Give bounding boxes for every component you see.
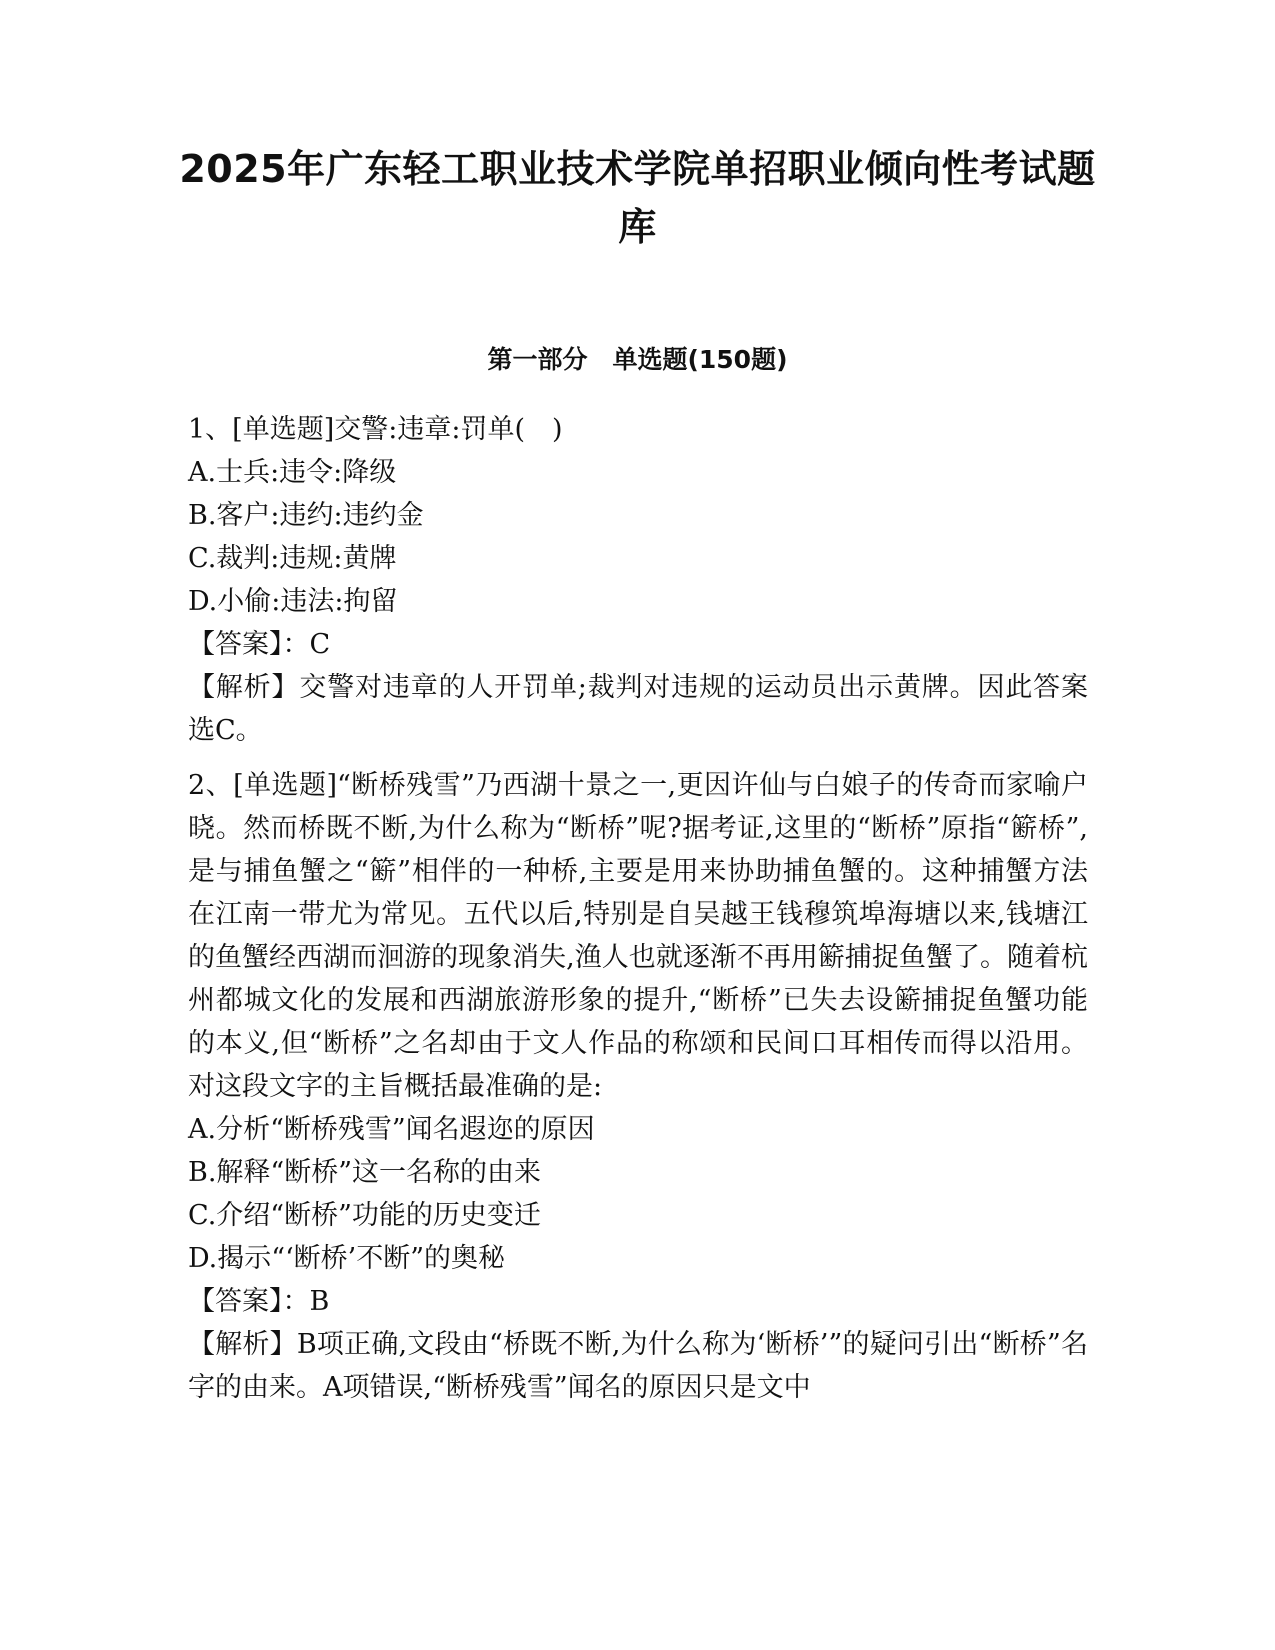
option-c: C.介绍“断桥”功能的历史变迁	[188, 1200, 541, 1231]
analysis	[188, 1323, 1088, 1409]
analysis-text: 交警对违章的人开罚单;裁判对违规的运动员出示黄牌。因此答案选C。	[188, 672, 1088, 746]
document-title-line-1: 2025年广东轻工职业技术学院单招职业倾向性考试题	[179, 147, 1096, 191]
analysis	[188, 666, 1088, 752]
option-b: B.客户:违约:违约金	[188, 500, 424, 531]
option-c: C.裁判:违规:黄牌	[188, 543, 397, 574]
answer-value: ：C	[282, 629, 331, 660]
option-b: B.解释“断桥”这一名称的由来	[188, 1157, 542, 1188]
analysis-text: B项正确,文段由“桥既不断,为什么称为‘断桥’”的疑问引出“断桥”名字的由来。A项错误,“断桥残雪”闻名的原因只是文中	[188, 1329, 1089, 1403]
question-1	[188, 408, 1088, 752]
question-list	[188, 408, 1088, 1409]
answer-label: 【答案】	[188, 629, 283, 660]
answer-value: ：B	[282, 1286, 330, 1317]
option-a: A.士兵:违令:降级	[188, 457, 397, 488]
answer-label: 【答案】	[188, 1286, 283, 1317]
answer-line	[188, 1280, 1088, 1323]
option-d: D.小偷:违法:拘留	[188, 586, 398, 617]
document-title	[150, 140, 1125, 256]
analysis-label: 【解析】	[188, 1329, 297, 1360]
question-2	[188, 764, 1088, 1409]
answer-line	[188, 623, 1088, 666]
section-title: 第一部分 单选题(150题)	[487, 345, 788, 374]
option-d: D.揭示“‘断桥’不断”的奥秘	[188, 1243, 506, 1274]
analysis-label: 【解析】	[188, 672, 300, 703]
question-stem: 1、[单选题]交警:违章:罚单( )	[188, 414, 563, 445]
question-stem: 2、[单选题]“断桥残雪”乃西湖十景之一,更因许仙与白娘子的传奇而家喻户晓。然而桥既不断,为什么称为“断桥”呢?据考证,这里的“断桥”原指“簖桥”,是与捕鱼蟹之“簖”相伴的一种桥,主要是用来协助捕鱼蟹的。这种捕蟹方法在江南一带尤为常见。五代以后,特别是自吴越王钱穆筑埠海塘以来,钱塘江的鱼蟹经西湖而洄游的现象消失,渔人也就逐渐不再用簖捕捉鱼蟹了。随着杭州都城文化的发展和西湖旅游形象的提升,“断桥”已失去设簖捕捉鱼蟹功能的本义,但“断桥”之名却由于文人作品的称颂和民间口耳相传而得以沿用。对这段文字的主旨概括最准确的是:	[188, 770, 1088, 1102]
document-title-line-2: 库	[618, 205, 657, 249]
option-a: A.分析“断桥残雪”闻名遐迩的原因	[188, 1114, 595, 1145]
